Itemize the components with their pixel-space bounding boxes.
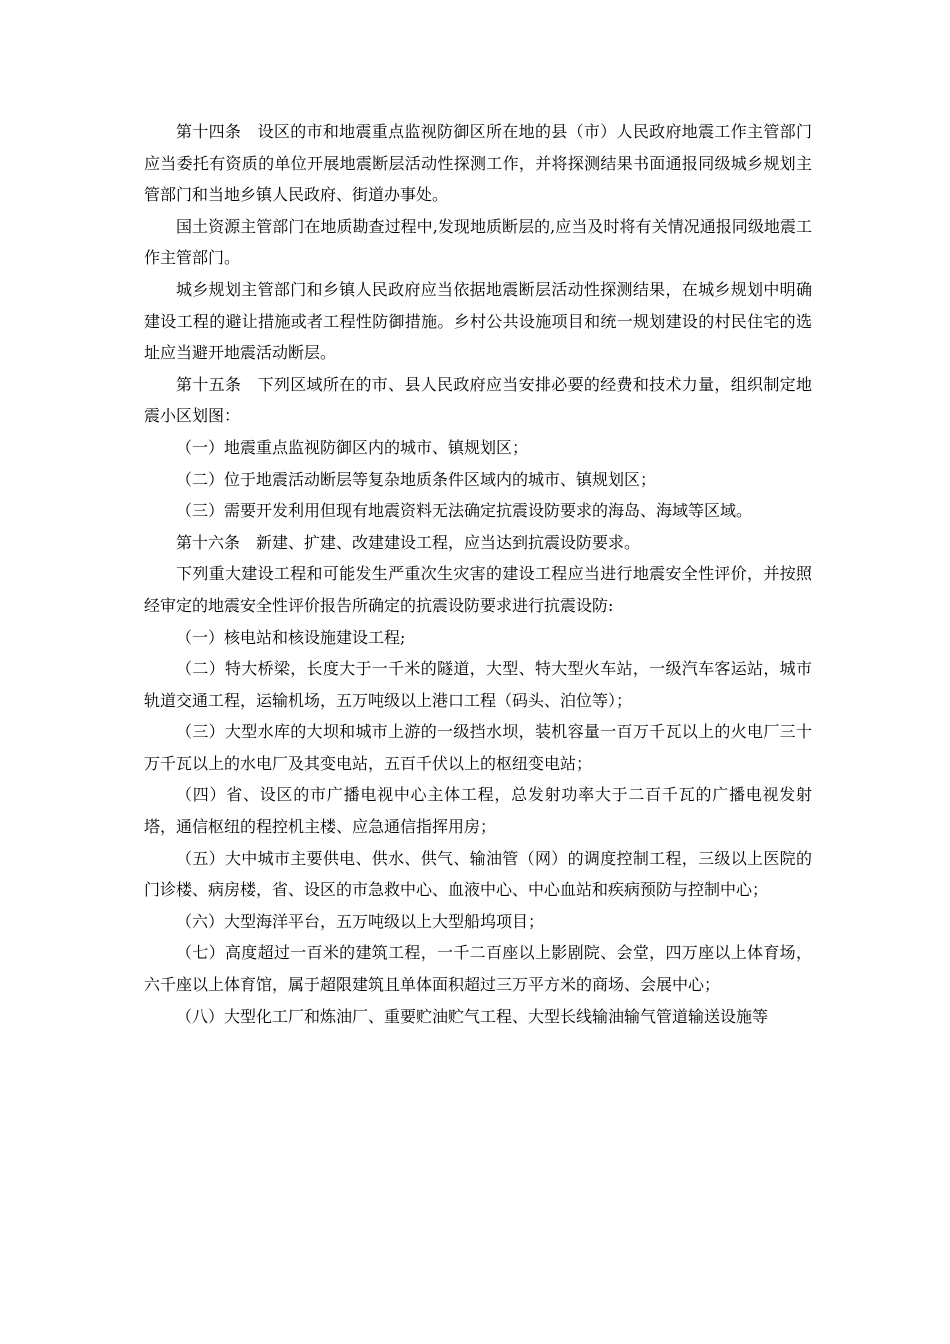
article-15-item-3: （三）需要开发利用但现有地震资料无法确定抗震设防要求的海岛、海域等区域。 xyxy=(176,501,753,521)
urban-rural-planning-paragraph: 城乡规划主管部门和乡镇人民政府应当依据地震断层活动性探测结果，在城乡规划中明确建设工程的避让措施或者工程性防御措施。乡村公共设施项目和统一规划建设的村民住宅的选址应当避开地震活动断层。 xyxy=(144,279,812,363)
article-15-paragraph: 第十五条 下列区域所在的市、县人民政府应当安排必要的经费和技术力量，组织制定地震小区划图： xyxy=(144,374,812,426)
article-16-item-6: （六）大型海洋平台，五万吨级以上大型船坞项目； xyxy=(176,911,545,931)
document-page xyxy=(144,116,812,1032)
article-16-item-4: （四）省、设区的市广播电视中心主体工程，总发射功率大于二百千瓦的广播电视发射塔，通信枢纽的程控机主楼、应急通信指挥用房； xyxy=(144,785,812,837)
article-16-item-7: （七）高度超过一百米的建筑工程，一千二百座以上影剧院、会堂，四万座以上体育场，六千座以上体育馆，属于超限建筑且单体面积超过三万平方米的商场、会展中心； xyxy=(144,943,812,995)
article-16-item-2: （二）特大桥梁，长度大于一千米的隧道，大型、特大型火车站，一级汽车客运站，城市轨道交通工程，运输机场，五万吨级以上港口工程（码头、泊位等）； xyxy=(144,659,812,710)
land-resources-paragraph: 国土资源主管部门在地质勘查过程中,发现地质断层的,应当及时将有关情况通报同级地震工作主管部门。 xyxy=(144,216,812,268)
article-16-item-5: （五）大中城市主要供电、供水、供气、输油管（网）的调度控制工程，三级以上医院的门诊楼、病房楼，省、设区的市急救中心、血液中心、中心血站和疾病预防与控制中心； xyxy=(144,848,812,900)
article-16-item-3: （三）大型水库的大坝和城市上游的一级挡水坝，装机容量一百万千瓦以上的火电厂三十万千瓦以上的水电厂及其变电站，五百千伏以上的枢纽变电站； xyxy=(144,722,812,773)
article-16-paragraph: 第十六条 新建、扩建、改建建设工程，应当达到抗震设防要求。 xyxy=(176,532,641,552)
article-16-item-1: （一）核电站和核设施建设工程; xyxy=(176,627,406,647)
article-15-item-2: （二）位于地震活动断层等复杂地质条件区域内的城市、镇规划区； xyxy=(176,469,657,489)
article-14-paragraph: 第十四条 设区的市和地震重点监视防御区所在地的县（市）人民政府地震工作主管部门应当委托有资质的单位开展地震断层活动性探测工作，并将探测结果书面通报同级城乡规划主管部门和当地乡镇人民政府、街道办事处。 xyxy=(144,122,812,205)
seismic-evaluation-paragraph: 下列重大建设工程和可能发生严重次生灾害的建设工程应当进行地震安全性评价，并按照经审定的地震安全性评价报告所确定的抗震设防要求进行抗震设防: xyxy=(144,564,812,615)
article-16-item-8: （八）大型化工厂和炼油厂、重要贮油贮气工程、大型长线输油输气管道输送设施等 xyxy=(176,1006,769,1026)
article-15-item-1: （一）地震重点监视防御区内的城市、镇规划区； xyxy=(176,437,529,457)
